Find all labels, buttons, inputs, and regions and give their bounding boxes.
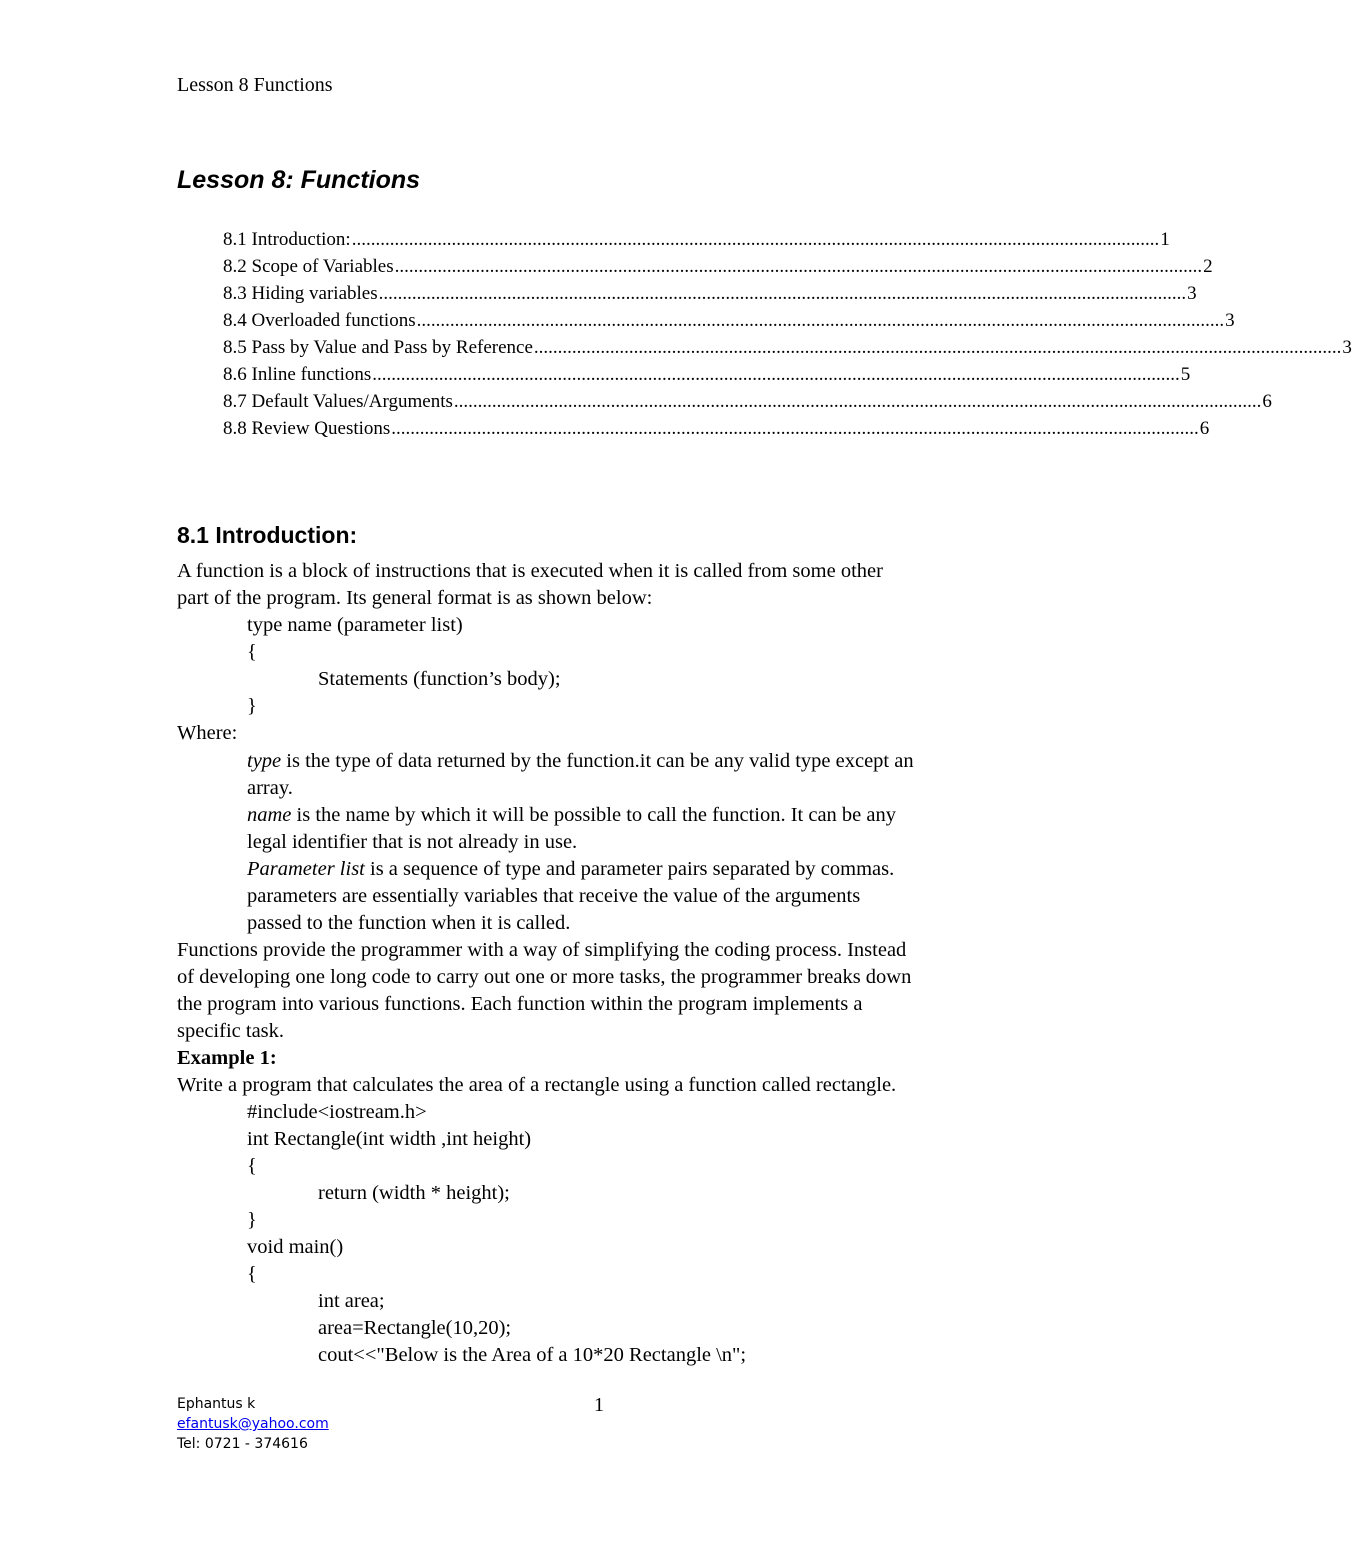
running-header: Lesson 8 Functions xyxy=(177,74,333,96)
footer xyxy=(177,1394,329,1454)
toc-page: 1 xyxy=(1160,229,1170,250)
paragraph-line: Functions provide the programmer with a way of simplifying the coding process. Instead xyxy=(177,939,907,961)
toc-page: 6 xyxy=(1262,391,1272,412)
footer-email-link[interactable]: efantusk@yahoo.com xyxy=(177,1416,329,1432)
footer-author: Ephantus k xyxy=(177,1396,256,1412)
definition-text: is the name by which it will be possible to call the function. It can be any xyxy=(291,804,897,826)
page-number: 1 xyxy=(594,1394,604,1416)
definition-line: array. xyxy=(247,777,293,799)
paragraph-line: of developing one long code to carry out one or more tasks, the programmer breaks down xyxy=(177,966,912,988)
definition-line: parameters are essentially variables that receive the value of the arguments xyxy=(247,885,861,907)
toc-leader: .......................................................................................................................................................................... xyxy=(378,283,1187,304)
toc-label: 8.1 Introduction: xyxy=(223,229,351,250)
code-line: cout<<"Below is the Area of a 10*20 Rectangle \n"; xyxy=(318,1344,747,1366)
page-title: Lesson 8: Functions xyxy=(177,166,421,194)
paragraph-line: part of the program. Its general format is as shown below: xyxy=(177,587,653,609)
toc-leader: .......................................................................................................................................................................... xyxy=(372,364,1180,385)
format-line: type name (parameter list) xyxy=(247,614,463,636)
code-line: int area; xyxy=(318,1290,385,1312)
code-line: area=Rectangle(10,20); xyxy=(318,1317,512,1339)
toc-page: 3 xyxy=(1225,310,1235,331)
definition-line xyxy=(247,802,896,829)
toc-entry[interactable] xyxy=(223,391,1272,418)
example-heading: Example 1: xyxy=(177,1047,277,1069)
definition-line xyxy=(247,748,914,775)
toc-entry[interactable] xyxy=(223,310,1235,337)
toc-label: 8.4 Overloaded functions xyxy=(223,310,416,331)
code-line: void main() xyxy=(247,1236,344,1258)
toc-leader: .......................................................................................................................................................................... xyxy=(391,418,1199,439)
toc-entry[interactable] xyxy=(223,418,1210,445)
toc-page: 3 xyxy=(1342,337,1352,358)
footer-tel: Tel: 0721 - 374616 xyxy=(177,1436,308,1452)
format-line: } xyxy=(247,695,257,717)
toc-entry[interactable] xyxy=(223,256,1213,283)
format-line: Statements (function’s body); xyxy=(318,668,561,690)
code-line: { xyxy=(247,1155,257,1177)
code-line: int Rectangle(int width ,int height) xyxy=(247,1128,532,1150)
toc-page: 5 xyxy=(1180,364,1191,385)
toc-page: 2 xyxy=(1203,256,1213,277)
toc-entry[interactable] xyxy=(223,283,1197,310)
toc-label: 8.7 Default Values/Arguments xyxy=(223,391,453,412)
toc-entry[interactable] xyxy=(223,229,1170,256)
toc-page: 3 xyxy=(1187,283,1197,304)
term-type: type xyxy=(247,750,282,772)
toc-label: 8.6 Inline functions xyxy=(223,364,372,385)
definition-text: is a sequence of type and parameter pairs separated by commas. xyxy=(364,858,895,880)
toc-entry[interactable] xyxy=(223,337,1352,364)
toc-leader: .......................................................................................................................................................................... xyxy=(533,337,1342,358)
definition-line: legal identifier that is not already in use. xyxy=(247,831,578,853)
table-of-contents xyxy=(223,229,1352,445)
toc-leader: .......................................................................................................................................................................... xyxy=(416,310,1225,331)
toc-label: 8.8 Review Questions xyxy=(223,418,391,439)
toc-label: 8.2 Scope of Variables xyxy=(223,256,394,277)
toc-leader: .......................................................................................................................................................................... xyxy=(351,229,1160,250)
code-line: { xyxy=(247,1263,257,1285)
term-name: name xyxy=(247,804,292,826)
paragraph-line: the program into various functions. Each function within the program implements a xyxy=(177,993,863,1015)
toc-label: 8.5 Pass by Value and Pass by Reference xyxy=(223,337,533,358)
toc-entry[interactable] xyxy=(223,364,1191,391)
code-line: #include<iostream.h> xyxy=(247,1101,427,1123)
where-label: Where: xyxy=(177,722,238,744)
format-line: { xyxy=(247,641,257,663)
section-heading: 8.1 Introduction: xyxy=(177,522,358,548)
definition-line xyxy=(247,856,894,883)
term-parameter-list: Parameter list xyxy=(247,858,365,880)
example-description: Write a program that calculates the area of a rectangle using a function called rectangle. xyxy=(177,1074,897,1096)
paragraph-line: specific task. xyxy=(177,1020,285,1042)
code-line: } xyxy=(247,1209,257,1231)
definition-text: is the type of data returned by the function.it can be any valid type except an xyxy=(281,750,914,772)
toc-leader: .......................................................................................................................................................................... xyxy=(453,391,1262,412)
definition-line: passed to the function when it is called. xyxy=(247,912,571,934)
toc-leader: .......................................................................................................................................................................... xyxy=(394,256,1203,277)
paragraph-line: A function is a block of instructions that is executed when it is called from some other xyxy=(177,560,883,582)
toc-page: 6 xyxy=(1199,418,1210,439)
toc-label: 8.3 Hiding variables xyxy=(223,283,378,304)
code-line: return (width * height); xyxy=(318,1182,510,1204)
